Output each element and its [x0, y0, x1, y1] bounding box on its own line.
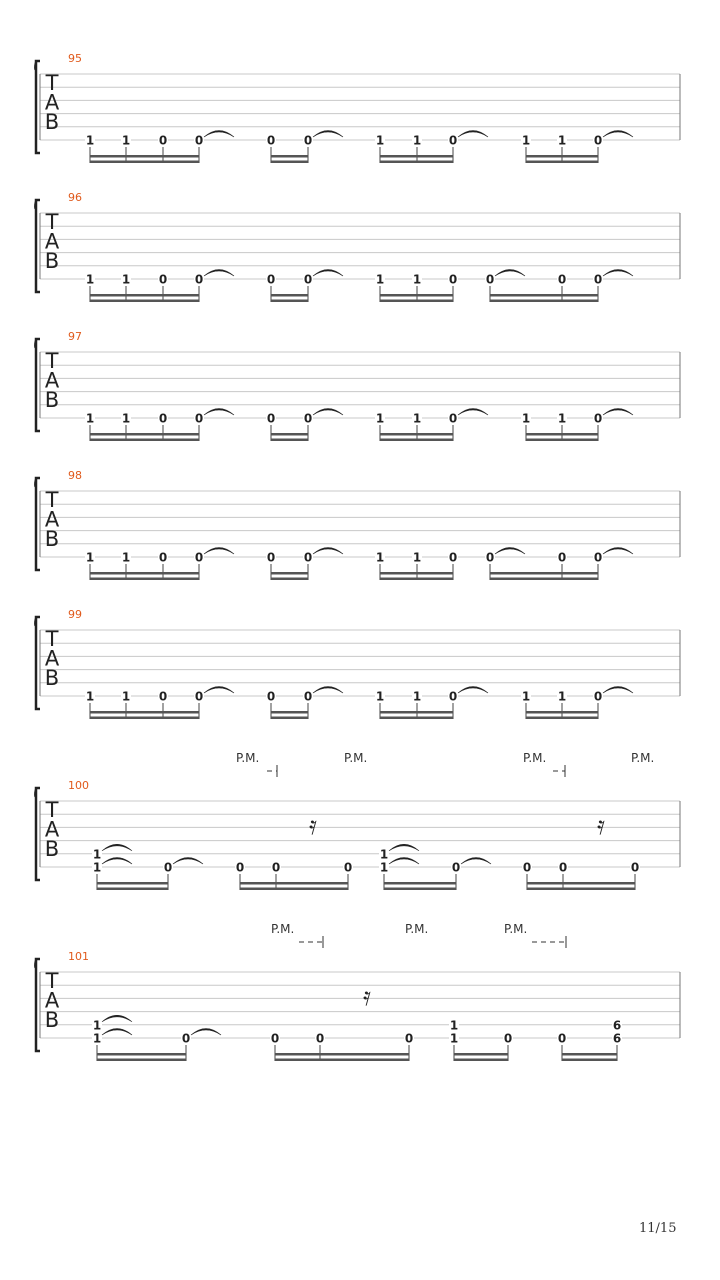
fret-number: 1: [449, 1018, 459, 1033]
fret-number: 0: [557, 1031, 567, 1046]
fret-number: 1: [85, 272, 95, 287]
tie-arc: [458, 687, 488, 694]
fret-number: 0: [315, 1031, 325, 1046]
tab-system: [35, 330, 680, 441]
beam: [527, 888, 635, 891]
fret-number: 1: [121, 689, 131, 704]
beam: [562, 1059, 617, 1062]
beam: [454, 1059, 508, 1062]
palm-mute-label: P.M.: [631, 751, 655, 765]
fret-number: 1: [92, 1031, 102, 1046]
fret-number: 1: [121, 272, 131, 287]
fret-number: 0: [235, 860, 245, 875]
system-bracket: [36, 61, 40, 153]
tie-arc: [173, 858, 203, 865]
fret-number: 1: [375, 133, 385, 148]
beam: [97, 1059, 186, 1062]
fret-number: 1: [412, 133, 422, 148]
beam: [271, 578, 308, 581]
fret-number: 0: [181, 1031, 191, 1046]
beam: [240, 888, 348, 891]
fret-number: 1: [92, 1018, 102, 1033]
tab-clef-letter: B: [44, 249, 60, 273]
tab-system: [35, 191, 680, 302]
fret-number: 0: [593, 133, 603, 148]
beam: [526, 433, 598, 436]
tab-system: [35, 751, 680, 890]
beam: [526, 161, 598, 164]
tab-system: [35, 608, 680, 719]
tie-arc: [204, 409, 234, 416]
tab-clef-letter: T: [45, 969, 59, 993]
fret-number: 0: [194, 411, 204, 426]
fret-number: 1: [449, 1031, 459, 1046]
page-number: 11/15: [639, 1221, 677, 1236]
fret-number: 1: [92, 860, 102, 875]
beam: [90, 439, 199, 442]
tie-arc: [461, 858, 491, 865]
tab-clef-letter: A: [44, 368, 60, 393]
fret-number: 1: [412, 689, 422, 704]
fret-number: 0: [448, 411, 458, 426]
beam: [97, 1053, 186, 1056]
fret-number: 0: [158, 272, 168, 287]
beam: [384, 882, 456, 885]
tie-arc: [204, 131, 234, 138]
tie-arc: [313, 548, 343, 555]
beam: [562, 1053, 617, 1056]
beam: [384, 888, 456, 891]
fret-number: 0: [266, 689, 276, 704]
tab-clef-letter: T: [45, 210, 59, 234]
tab-clef-letter: B: [44, 1008, 60, 1032]
beam: [454, 1053, 508, 1056]
tie-arc: [204, 548, 234, 555]
beam: [90, 155, 199, 158]
tie-arc: [603, 270, 633, 277]
tie-arc: [102, 1015, 132, 1022]
tie-arc: [102, 858, 132, 865]
tie-arc: [495, 548, 525, 555]
system-bracket: [36, 339, 40, 431]
fret-number: 0: [448, 689, 458, 704]
tie-arc: [389, 858, 419, 865]
fret-number: 0: [503, 1031, 513, 1046]
beam: [380, 155, 453, 158]
fret-number: 0: [303, 272, 313, 287]
beam: [275, 1059, 409, 1062]
system-bracket: [36, 478, 40, 570]
beam: [490, 578, 598, 581]
beam: [271, 300, 308, 303]
tab-clef-letter: A: [44, 817, 60, 842]
fret-number: 0: [448, 550, 458, 565]
fret-number: 1: [375, 411, 385, 426]
tab-clef-letter: B: [44, 527, 60, 551]
fret-number: 0: [303, 411, 313, 426]
tie-arc: [191, 1029, 221, 1036]
fret-number: 1: [375, 689, 385, 704]
fret-number: 1: [412, 411, 422, 426]
fret-number: 0: [266, 550, 276, 565]
tab-system: [35, 922, 680, 1061]
beam: [380, 433, 453, 436]
sixteenth-rest: 𝄿: [309, 811, 317, 841]
fret-number: 1: [557, 133, 567, 148]
tab-clef-letter: T: [45, 488, 59, 512]
tab-clef-letter: B: [44, 666, 60, 690]
tie-arc: [603, 409, 633, 416]
tab-clef-letter: T: [45, 349, 59, 373]
tab-clef-letter: B: [44, 837, 60, 861]
measure-number: 96: [68, 191, 82, 204]
fret-number: 1: [379, 860, 389, 875]
beam: [90, 161, 199, 164]
beam: [490, 294, 598, 297]
beam: [380, 439, 453, 442]
fret-number: 1: [85, 550, 95, 565]
fret-number: 1: [557, 411, 567, 426]
fret-number: 0: [158, 550, 168, 565]
fret-number: 1: [412, 550, 422, 565]
fret-number: 1: [375, 272, 385, 287]
fret-number: 0: [266, 133, 276, 148]
beam: [271, 161, 308, 164]
beam: [527, 882, 635, 885]
beam: [271, 717, 308, 720]
tab-clef-letter: T: [45, 798, 59, 822]
fret-number: 1: [85, 689, 95, 704]
fret-number: 0: [303, 550, 313, 565]
beam: [271, 439, 308, 442]
fret-number: 0: [271, 860, 281, 875]
palm-mute-label: P.M.: [271, 922, 295, 936]
system-bracket: [36, 788, 40, 880]
fret-number: 1: [121, 133, 131, 148]
tie-arc: [204, 270, 234, 277]
fret-number: 0: [558, 860, 568, 875]
beam: [526, 439, 598, 442]
palm-mute-label: P.M.: [344, 751, 368, 765]
fret-number: 0: [522, 860, 532, 875]
beam: [275, 1053, 409, 1056]
beam: [97, 888, 168, 891]
fret-number: 1: [521, 133, 531, 148]
fret-number: 1: [121, 550, 131, 565]
beam: [240, 882, 348, 885]
beam: [271, 572, 308, 575]
fret-number: 1: [85, 133, 95, 148]
beam: [90, 300, 199, 303]
fret-number: 0: [343, 860, 353, 875]
sixteenth-rest: 𝄿: [363, 982, 371, 1012]
beam: [90, 578, 199, 581]
fret-number: 0: [485, 550, 495, 565]
tie-arc: [102, 844, 132, 851]
tie-arc: [102, 1029, 132, 1036]
tie-arc: [204, 687, 234, 694]
fret-number: 1: [412, 272, 422, 287]
tab-clef-letter: A: [44, 507, 60, 532]
palm-mute-label: P.M.: [405, 922, 429, 936]
tie-arc: [603, 548, 633, 555]
system-bracket: [36, 200, 40, 292]
fret-number: 0: [448, 272, 458, 287]
tie-arc: [313, 131, 343, 138]
tie-arc: [313, 409, 343, 416]
fret-number: 0: [266, 272, 276, 287]
beam: [271, 294, 308, 297]
beam: [380, 572, 453, 575]
tab-clef-letter: T: [45, 627, 59, 651]
fret-number: 1: [121, 411, 131, 426]
fret-number: 1: [92, 847, 102, 862]
tie-arc: [603, 687, 633, 694]
measure-number: 99: [68, 608, 82, 621]
fret-number: 0: [194, 550, 204, 565]
measure-number: 97: [68, 330, 82, 343]
beam: [97, 882, 168, 885]
fret-number: 6: [612, 1018, 622, 1033]
fret-number: 0: [158, 689, 168, 704]
fret-number: 0: [593, 689, 603, 704]
fret-number: 1: [521, 411, 531, 426]
measure-number: 95: [68, 52, 82, 65]
beam: [90, 717, 199, 720]
fret-number: 0: [451, 860, 461, 875]
beam: [90, 294, 199, 297]
fret-number: 0: [485, 272, 495, 287]
beam: [271, 155, 308, 158]
fret-number: 0: [158, 411, 168, 426]
palm-mute-label: P.M.: [523, 751, 547, 765]
fret-number: 0: [194, 272, 204, 287]
beam: [271, 711, 308, 714]
fret-number: 0: [303, 133, 313, 148]
fret-number: 1: [521, 689, 531, 704]
beam: [380, 300, 453, 303]
tab-clef-letter: B: [44, 110, 60, 134]
fret-number: 0: [194, 133, 204, 148]
fret-number: 0: [593, 550, 603, 565]
tie-arc: [313, 270, 343, 277]
tab-system: [35, 469, 680, 580]
fret-number: 0: [448, 133, 458, 148]
measure-number: 98: [68, 469, 82, 482]
beam: [526, 717, 598, 720]
fret-number: 6: [612, 1031, 622, 1046]
tie-arc: [458, 131, 488, 138]
tie-arc: [389, 844, 419, 851]
beam: [90, 433, 199, 436]
tab-clef-letter: T: [45, 71, 59, 95]
system-bracket: [36, 959, 40, 1051]
beam: [90, 572, 199, 575]
fret-number: 1: [375, 550, 385, 565]
beam: [490, 300, 598, 303]
palm-mute-label: P.M.: [504, 922, 528, 936]
fret-number: 0: [593, 272, 603, 287]
tab-system: [35, 52, 680, 163]
fret-number: 1: [379, 847, 389, 862]
measure-number: 101: [68, 950, 89, 963]
fret-number: 1: [85, 411, 95, 426]
beam: [380, 294, 453, 297]
palm-mute-label: P.M.: [236, 751, 260, 765]
fret-number: 0: [557, 272, 567, 287]
measure-number: 100: [68, 779, 89, 792]
beam: [380, 578, 453, 581]
beam: [380, 717, 453, 720]
beam: [526, 155, 598, 158]
tie-arc: [313, 687, 343, 694]
fret-number: 0: [163, 860, 173, 875]
beam: [526, 711, 598, 714]
tab-clef-letter: A: [44, 988, 60, 1013]
beam: [271, 433, 308, 436]
fret-number: 1: [557, 689, 567, 704]
beam: [490, 572, 598, 575]
fret-number: 0: [194, 689, 204, 704]
fret-number: 0: [303, 689, 313, 704]
beam: [90, 711, 199, 714]
tie-arc: [458, 409, 488, 416]
sixteenth-rest: 𝄿: [597, 811, 605, 841]
tie-arc: [603, 131, 633, 138]
fret-number: 0: [593, 411, 603, 426]
fret-number: 0: [630, 860, 640, 875]
tie-arc: [495, 270, 525, 277]
system-bracket: [36, 617, 40, 709]
fret-number: 0: [557, 550, 567, 565]
fret-number: 0: [266, 411, 276, 426]
tab-clef-letter: A: [44, 229, 60, 254]
fret-number: 0: [158, 133, 168, 148]
tab-clef-letter: B: [44, 388, 60, 412]
beam: [380, 161, 453, 164]
fret-number: 0: [404, 1031, 414, 1046]
fret-number: 0: [270, 1031, 280, 1046]
tab-clef-letter: A: [44, 646, 60, 671]
tab-clef-letter: A: [44, 90, 60, 115]
beam: [380, 711, 453, 714]
